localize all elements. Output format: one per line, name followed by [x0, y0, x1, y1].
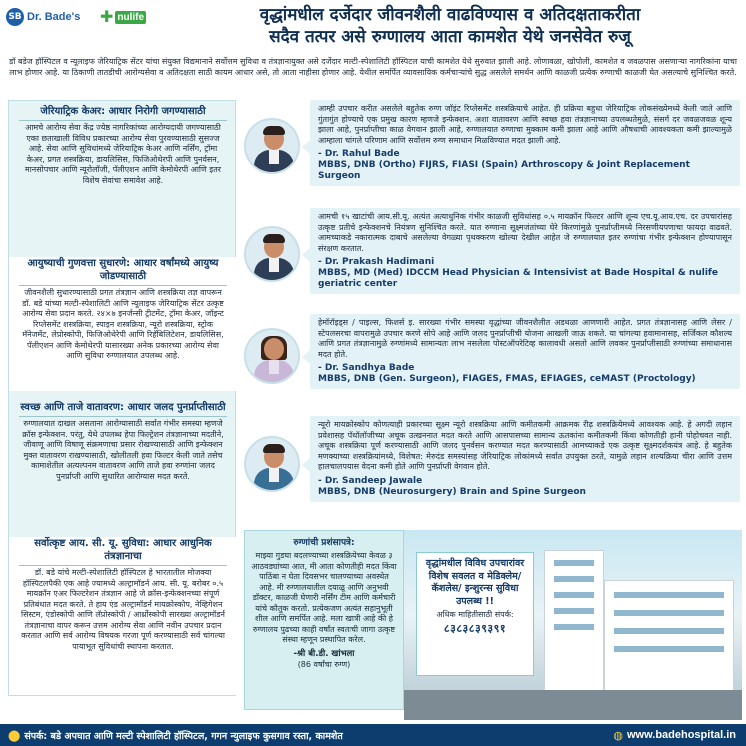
testimonial-age: (86 वर्षांचा रुग्ण) — [297, 659, 351, 669]
doctor-entry — [240, 208, 740, 294]
contact-label: अधिक माहितीसाठी संपर्क: — [436, 610, 514, 619]
headline — [160, 4, 740, 48]
section-body: रुग्णालयात दाखल असताना आरोग्यासाठी सर्वात गंभीर समस्या म्हणजे क्रॉस इन्फेक्शन. परंतु, येथे उपलब्ध हेपा फिल्ट्रेशन तंत्रज्ञानाच्या मदतीने, जीवाणू आणि विषाणू संक्रमणाचा प्रसार रोखण्यासाठी आणि इन्फेक्शन मुक्त वातावरण राखण्यासाठी, खोलीतली हवा फिल्टर केली जाते तसेच कामाशेतील अत्यल्पनम वातावरण आणि ताजे हवा रुग्णांना जलद पुनर्प्राप्ती आणि सुधारित आरोग्यास मदत करते. — [22, 419, 224, 481]
testimonial-box — [244, 530, 404, 710]
doctor-photo — [240, 314, 302, 389]
doctor-qualifications: MBBS, DNB (Gen. Surgeon), FIAGES, FMAS, EFIAGES, ceMAST (Proctology) — [318, 374, 696, 384]
section-body: जीवनशैली सुधारण्यासाठी प्रगत तंत्रज्ञान आणि शस्त्रक्रिया तज्ञ वापरून डॉ. बडे यांच्या मल्टी-स्पेशालिटी आणि न्यूलाइफ जेरियाट्रिक सेंटर उत्कृष्ट आरोग्य सेवा प्रदान करते. २४×७ इनर्जन्सी ट्रीटमेंट, ट्रॉमा केअर, जॉइन्ट रिप्लेसमेंट शस्त्रक्रिया, स्पाइन शस्त्रक्रिया, न्यूरो शस्त्रक्रिया, स्ट्रोक मॅनेजमेंट, लेप्रोस्कोपी, फिजिओथेरेपी आणि रिहॅबिलिटेशन, डायलिसिस, पॅलीएशन आणि केमोथेरपी यासारख्या अनेक प्रकारच्या आरोग्य सेवा आणि सुविधा रुग्णालयात उपलब्ध आहे. — [22, 288, 224, 360]
doctor-avatar — [244, 226, 300, 282]
doctor-card — [310, 100, 740, 186]
doctor-qualifications: MBBS, MD (Med) IDCCM Head Physician & Intensivist at Bade Hospital & nulife geriatric center — [318, 268, 718, 289]
clean-environment-section — [9, 401, 237, 482]
doctor-avatar — [244, 328, 300, 384]
headline-line-2: सदैव तत्पर असे रुग्णालय आता कामशेत येथे जनसेवेत रुजू — [269, 27, 631, 47]
section-body: आमचे आरोग्य सेवा केंद्र ज्येष्ठ नागरिकांच्या आरोग्यदायी जगण्यासाठी एका छताखाली विविध प्रकारच्या आरोग्य सेवा पुरवण्यासाठी सुसज्ज आहे. सेवा आणि सुविधांमध्ये जेरियाट्रिक केअर आणि नर्सिंग, ट्रॉमा केअर, प्रगत शस्त्रक्रिया, डायलिसिस, फिजिओथेरपी आणि पुनर्वसन, मानसोपचार आणि न्यूरोलॉजी, पॅलीएशन आणि केमोथेरपी आणि इतर विशेष सेवांचा समावेश आहे. — [24, 123, 222, 185]
doctor-card — [310, 416, 740, 502]
testimonial-signature: -श्री बी.डी. खांभला — [293, 648, 355, 659]
location-pin-icon: ⬤ — [8, 728, 21, 742]
nulife-logo-text: nulife — [117, 11, 145, 23]
geriatric-care-section — [9, 105, 237, 186]
nulife-logo — [100, 6, 150, 28]
doctor-name: - Dr. Sandeep Jawale — [318, 475, 423, 486]
doctor-qualifications: MBBS, DNB (Neurosurgery) Brain and Spine Surgeon — [318, 486, 586, 497]
testimonial-title: रुग्णांची प्रशंसापत्रे: — [293, 538, 355, 548]
section-title: स्वच्छ आणि ताजे वातावरण: आधार जलद पुनर्प्राप्तीसाठी — [19, 401, 227, 417]
doctor-photo — [240, 100, 302, 186]
doctor-name: - Dr. Sandhya Bade — [318, 363, 415, 373]
bades-logo-text: Dr. Bade's — [27, 11, 81, 23]
doctor-qualifications: MBBS, DNB (Ortho) FIJRS, FIASI (Spain) Arthroscopy & Joint Replacement Surgeon — [318, 160, 690, 181]
icu-facility-section — [9, 537, 237, 695]
bades-logo-mark-icon: SB — [6, 8, 24, 26]
intro-paragraph: डॉ बडेज हॉस्पिटल व न्यूलाइफ जेरियाट्रिक सेंटर यांचा संयुक्त विद्यमानाने सर्वोत्तम सुविधा व तंत्रज्ञानायुक्त असे दर्जेदार मल्टी-स्पेशालिटी हॉस्पिटल याची कामशेत येथे सुरुवात झाली आहे. लोणावळा, खोपोली, कामशेत व जवळपास असणाऱ्या नागरिकांना याचा लाभ होणार आहे. या ठिकाणी तातडीची आरोग्यसेवा व अतिदक्षता साठी कायम आधार असे, तो आता नाहीसा होणार आहे. येथील समर्पित व्यावसायिक कर्मचाऱ्यांचे सुद्ध असलेले समर्थन आणि काळजी प्रत्येक रुग्णाची काळजी घेत असल्याचे सुनिश्चित करते. — [9, 57, 737, 77]
testimonial-body: माझ्या गुडघा बदलण्याच्या शस्त्रक्रियेच्या केवळ ३ आठवड्यांच्या आत, मी आता कोणतीही मदत किंवा पाठिंबा न घेता दिवसभर चालण्याच्या अवस्थेत आहे. मी रुग्णालयातील दयाळू आणि अनुभवी डॉक्टर, काळजी घेणारी नर्सिंग टीम आणि कर्मचारी यांचे कौतुक करतो. प्रत्येकजण अत्यंत सहानुभूती शील आणि समर्पित आहे. मला खात्री आहे की हे रुग्णालय पुढच्या काही वर्षांत स्वतःची जागा उत्कृष्ट संस्था म्हणून प्रस्थापित करेल. — [251, 551, 397, 644]
doctor-card — [310, 208, 740, 294]
headline-line-1: वृद्धांमधील दर्जेदार जीवनशैली वाढविण्यास व अतिदक्षताकरीता — [259, 5, 641, 25]
doctor-description: न्यूरो मायक्रोस्कोप कोणत्याही प्रकारच्या सूक्ष्म न्यूरो शस्त्रक्रिया आणि कमीतकमी आक्रमक रीढ़ शस्त्रक्रियेमध्ये आवश्यक आहे. हे अगदी लहान प्रवेशासह पॅथॉलॉजीच्या अचूक उत्खननात मदत करते आणि आसपासच्या सामान्य ऊतकांना कमीतकमी किंवा कोणतीही हानी पोहोचवत नाही. अचूक शस्त्रक्रिया पूर्ण करण्यासाठी आणि जलद पुनर्वसन करण्यात मदत करण्यासाठी आमच्याकडे एक उत्कृष्ट सूक्ष्मदर्शकयंत्र आहे. हे बहुतेक मणक्याच्या शस्त्रक्रियांमध्ये, विशेषत: मेरुदंड समस्यांसह जेरियाट्रिक लोकांमध्ये सर्वात उपयुक्त ठरते, यामुळे लहान शल्यक्रिया चीरा आणि उत्तम हालचालपयास वेदना कमी होते आणि पुनर्प्राप्ती वेगवान होते. — [318, 420, 732, 471]
plus-icon: ✚ — [100, 7, 114, 26]
services-column — [8, 100, 236, 696]
doctor-description: हेमॉरॉइड्स / पाइल्स, फिशर्स इ. सारख्या गंभीर समस्या वृद्धांच्या जीवनशैलीत अडथळा आणणारी आहेत. प्रगत तंत्रज्ञानासह आणि लेसर / स्टेपलसरचा वापरामुळे उपचार करणे सोपे आहे आणि जलद पुनर्प्राप्तीची योजना आखली जाऊ शकते. या चांगल्या हवामानासह, सर्जिकल कौशल्य आणि प्रगत तंत्रज्ञानामुळे रुग्णांमध्ये सामान्यतः लाभ नसलेला पोस्टऑपरेटिव्ह कालावधी असतो आणि लवकर पुनर्प्राप्तीसाठी रुग्णांच्या समाधानास मदत होते. — [318, 318, 732, 359]
doctor-avatar — [244, 118, 300, 174]
globe-icon: ◍ — [613, 728, 623, 742]
section-title: जेरियाट्रिक केअर: आधार निरोगी जगण्यासाठी — [19, 105, 227, 121]
doctor-name: - Dr. Prakash Hadimani — [318, 257, 435, 267]
website-link[interactable]: www.badehospital.in — [627, 729, 736, 741]
footer-bar — [0, 724, 746, 746]
header — [0, 0, 746, 56]
section-body: डॉ. बडे यांचे मल्टी-स्पेशालिटी हॉस्पिटल हे भारतातील मोजक्या हॉस्पिटलपैकी एक आहे ज्यामध्ये अल्ट्रामॉडर्न आय. सी. यू. बरोबर ०.५ मायक्रॉन एअर फिल्टरेशन तंत्रज्ञान आहे जे क्रॉस-इन्फेक्शनच्या संपूर्ण प्रतिबंधात मदत करते. ते हाय एंड अल्ट्रामॉडर्न मायक्रोस्कोप, नेव्हिगेशन सिस्टम, एंडोस्कोपी आणि लॅप्रोस्कोपी / आर्थ्रोस्कोपी सारख्या अल्ट्रामॉडर्न तंत्रज्ञानाचा वापर करून उत्तम आरोग्य सेवा आणि नवीन उपचार प्रदान करतात आणि सर्व आरोग्य विषयक गरजा पूर्ण करण्यासाठी सर्व चांगल्या पायाभूत सुविधांची स्थापना करतात. — [21, 568, 225, 651]
section-title: आयुष्याची गुणवत्ता सुधारणे: आधार वर्षांमध्ये आयुष्य जोडण्यासाठी — [19, 257, 227, 286]
doctors-list — [240, 100, 740, 528]
doctor-card — [310, 314, 740, 389]
doctor-entry — [240, 100, 740, 186]
doctor-entry — [240, 416, 740, 502]
doctor-name: - Dr. Rahul Bade — [318, 149, 400, 159]
phone-number[interactable]: ८३८३८३९३९१ — [443, 622, 507, 635]
section-title: सर्वोत्कृष्ट आय. सी. यू. सुविधा: आधार आधुनिक तंत्रज्ञानाचा — [19, 537, 227, 566]
doctor-entry — [240, 314, 740, 389]
offer-text: वृद्धांमधील विविध उपचारांवर विशेष सवलत व मेडिक्लेम/ कॅशलेस/ इन्शुरन्स सुविधा उपलब्ध !! — [425, 558, 525, 607]
doctor-avatar — [244, 436, 300, 492]
doctor-description: आम्ही उपचार करीत असलेले बहुतेक रुग्ण जॉइंट रिप्लेसमेंट शस्त्रक्रियाचे आहेत. ही प्रक्रिया बहुधा जेरियाट्रिक लोकसंख्येमध्ये केली जाते आणि गुंतागुंत होण्याचे एक प्रमुख कारण म्हणजे इन्फेक्शन. अशा वातावरण आणि स्वच्छ हवा तंत्रज्ञानाच्या उपलब्धतेमुळे, संसर्ग दर जवळजवळ शून्य झाला आहे, पुनर्प्राप्तीचा काळ वेगवान झाली आहे, रुग्णालयात रुग्णाचा मुक्काम कमी झाला आहे आणि औषधाची आवश्यकता कमी झाल्यामुळे आम्हाला चांगले परिणाम आणि सर्वोत्तम रुग्ण समाधान मिळविण्यात मदत झाली आहे. — [318, 104, 732, 145]
offer-box — [416, 552, 534, 676]
doctor-photo — [240, 208, 302, 294]
doctor-description: आमची १५ खाटांची आय.सी.यू. अत्यंत अत्याधुनिक गंभीर काळजी सुविधांसह ०.५ मायक्रॉन फिल्टर आणि शून्य एच.यू.आय.एच. दर उपचारांसह उत्कृष्ट प्रतीचे इन्फेक्शनचे नियंत्रण सुनिश्चित करते. यात रुग्णाना सूक्ष्मजंतांच्या घेरे किरणांमुळे पुनर्प्राप्तीमध्ये निरसणीयपणाचा फायदा वाढवते. आमच्याकडे नकारात्मक दाबाचे असलेल्या वेगळ्या पृथक्करण खोल्या देखील आहेत जे रुग्णालयात इतर रुग्णांचा गंभीर इन्फेक्शन होण्यापासून संरक्षण करतात. — [318, 212, 732, 253]
doctor-photo — [240, 416, 302, 502]
dr-bades-logo — [6, 6, 96, 28]
quality-of-life-section — [9, 257, 237, 391]
footer-address: संपर्क: बडे अपघात आणि मल्टी स्पेशालिटी हॉस्पिटल, गगन न्युलाइफ कुसगाव रस्ता, कामशेत — [24, 730, 343, 742]
